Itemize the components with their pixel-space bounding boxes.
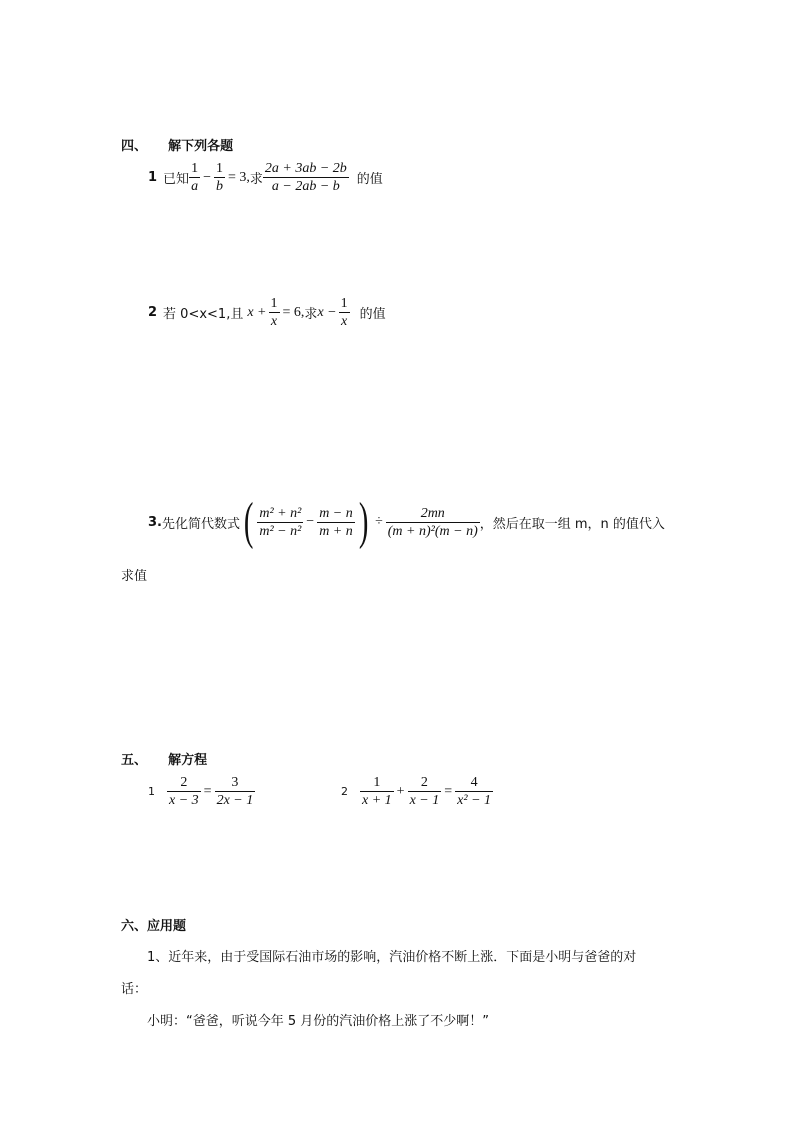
divide-sign: ÷ xyxy=(375,514,383,529)
question-number: 1 xyxy=(148,170,158,185)
equals-sign: = xyxy=(444,783,453,799)
question-text: 求 xyxy=(249,172,263,187)
question-3-continuation: 求值 xyxy=(121,569,148,584)
question-text: 若 0<x<1,且 xyxy=(163,307,244,322)
minus-sign: − xyxy=(306,514,315,529)
fraction: $\frac{2}{x - 1}$ xyxy=(409,775,440,808)
fraction: $\frac{1}{b}$ xyxy=(215,161,223,194)
fraction: $\frac{1}{x}$ xyxy=(340,296,348,329)
section-5-number: 五、 xyxy=(121,753,148,768)
fraction: $\frac{1}{a}$ xyxy=(191,161,199,194)
math-expression: x + xyxy=(247,304,267,320)
equation-2 xyxy=(341,774,493,809)
section-4-heading xyxy=(121,135,233,154)
section-4-title: 解下列各题 xyxy=(168,139,234,154)
equals-sign: = xyxy=(203,783,212,799)
section-6-heading: 六、应用题 xyxy=(121,919,187,934)
equation-number: 2 xyxy=(341,785,348,798)
fraction: $\frac{2mn}{\text{(m + n)²(m − n)}}$ xyxy=(387,505,478,539)
fraction: $\frac{2a + 3ab - 2b}{a - 2ab - b}$ xyxy=(264,161,347,194)
math-expression: x − xyxy=(317,304,337,320)
question-3 xyxy=(148,493,665,550)
question-text: ，然后在取一组 m，n 的值代入 xyxy=(479,516,665,532)
question-text: 的值 xyxy=(356,172,383,187)
plus-sign: + xyxy=(396,783,405,799)
fraction: $\frac{3}{2x - 1}$ xyxy=(216,775,254,808)
paragraph-line: 1、近年来，由于受国际石油市场的影响，汽油价格不断上涨．下面是小明与爸爸的对 xyxy=(147,950,637,965)
equation-1 xyxy=(148,774,255,809)
question-2 xyxy=(148,295,386,330)
question-number: 2 xyxy=(148,305,158,320)
section-5-heading xyxy=(121,749,207,768)
fraction: $\frac{4}{\text{x² − 1}}$ xyxy=(457,775,492,808)
question-1 xyxy=(148,160,383,195)
minus-sign: − xyxy=(203,169,211,185)
question-number: 3. xyxy=(148,514,162,530)
equation-number: 1 xyxy=(148,785,155,798)
right-paren: ) xyxy=(358,493,369,550)
left-paren: ( xyxy=(243,493,254,550)
equation-part: = 6, xyxy=(282,304,305,320)
question-text: 已知 xyxy=(163,172,190,187)
fraction: $\frac{m - n}{m + n}$ xyxy=(319,505,353,539)
section-4-number: 四、 xyxy=(121,139,148,154)
fraction: $\frac{2}{x - 3}$ xyxy=(169,775,199,808)
paragraph-line: 话： xyxy=(121,982,148,997)
fraction: $\frac{\text{m² + n²}}{\text{m² − n²}}$ xyxy=(259,505,302,539)
question-text: 的值 xyxy=(359,307,386,322)
fraction: $\frac{1}{x + 1}$ xyxy=(362,775,392,808)
question-text: 求 xyxy=(304,307,318,322)
section-5-title: 解方程 xyxy=(168,753,208,768)
question-text: 先化简代数式 xyxy=(161,516,240,532)
fraction: $\frac{1}{x}$ xyxy=(270,296,278,329)
equation-part: = 3, xyxy=(227,169,250,185)
dialogue-line: 小明：“爸爸，听说今年 5 月份的汽油价格上涨了不少啊！” xyxy=(147,1014,490,1029)
